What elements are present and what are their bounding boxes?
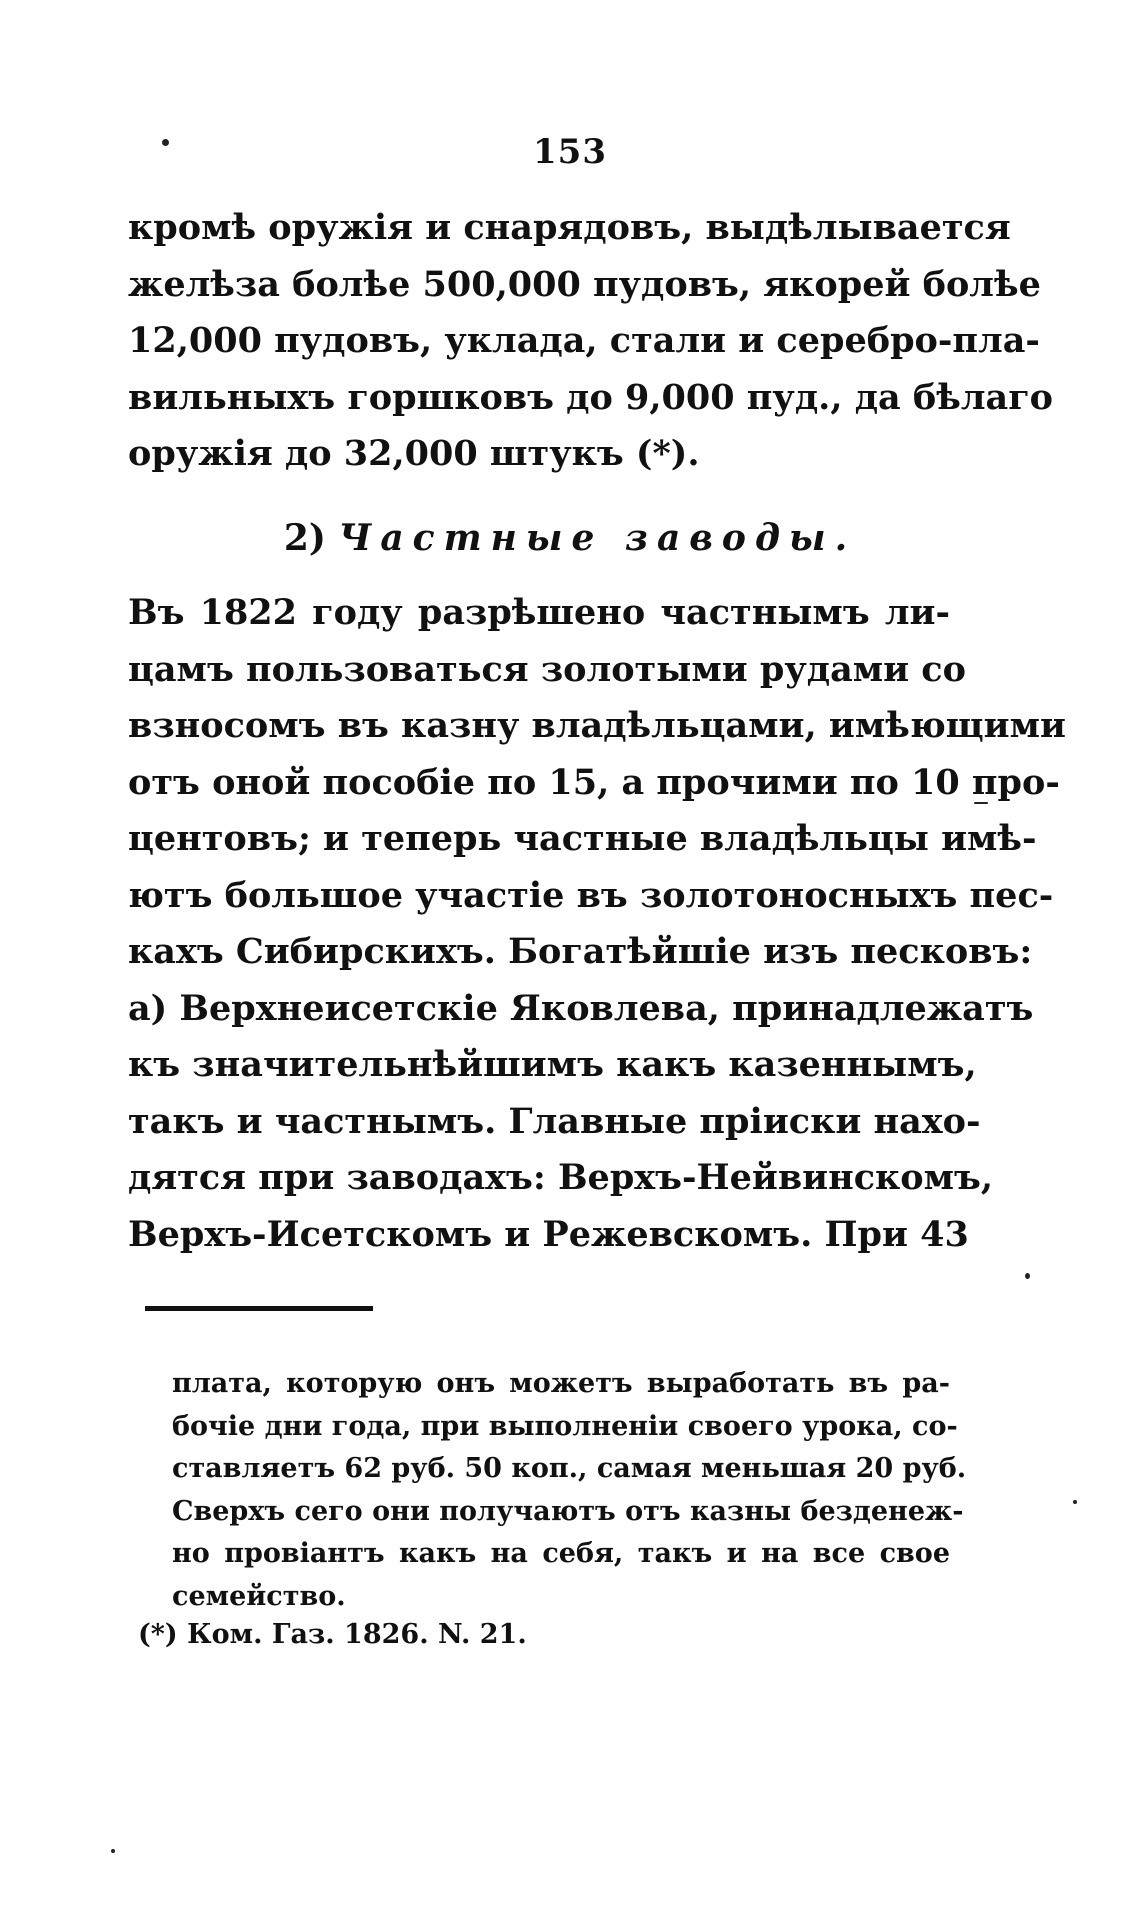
footnote-line: плата, которую онъ можетъ выработать въ ра-: [172, 1368, 950, 1399]
paragraph-private-factories: [128, 585, 1066, 1263]
text-line: вильныхъ горшковъ до 9,000 пуд., да бѣлаго: [128, 376, 1054, 418]
text-line: оружія до 32,000 штукъ (*).: [128, 433, 700, 474]
paragraph-iron-production: [128, 200, 1054, 483]
footnote-line: семейство.: [172, 1580, 346, 1612]
footnote-line: бочіе дни года, при выполненіи своего урока, со-: [172, 1410, 958, 1442]
print-speck: [162, 139, 169, 146]
text-line: такъ и частнымъ. Главные пріиски нахо-: [128, 1100, 981, 1142]
text-line: 12,000 пудовъ, уклада, стали и серебро-пла-: [128, 320, 1040, 361]
text-line: взносомъ въ казну владѣльцами, имѣющими: [128, 705, 1066, 746]
text-line: ютъ большое участіе въ золотоносныхъ пес-: [128, 874, 1054, 916]
footnote-line: ставляетъ 62 руб. 50 коп., самая меньшая 20 руб.: [172, 1453, 967, 1484]
print-speck: [111, 1849, 115, 1853]
text-line: Верхъ-Исетскомъ и Режевскомъ. При 43: [128, 1213, 969, 1255]
text-line: желѣза болѣе 500,000 пудовъ, якорей болѣе: [128, 263, 1041, 305]
text-line: къ значительнѣйшимъ какъ казеннымъ,: [128, 1044, 977, 1085]
footnote-line: но провіантъ какъ на себя, такъ и на все свое: [172, 1538, 950, 1569]
footnote-line: Сверхъ сего они получаютъ отъ казны безденеж-: [172, 1495, 964, 1527]
text-line: отъ оной пособіе по 15, а прочими по 10 про-: [128, 761, 1060, 803]
print-speck: [974, 802, 988, 804]
text-line: дятся при заводахъ: Верхъ-Нейвинскомъ,: [128, 1157, 994, 1198]
text-line: кромѣ оружія и снарядовъ, выдѣлывается: [128, 207, 1011, 248]
text-line: Въ 1822 году разрѣшено частнымъ ли-: [128, 592, 950, 633]
print-speck: [1025, 1273, 1030, 1279]
section-title: Частные заводы.: [338, 517, 857, 559]
text-line: кахъ Сибирскихъ. Богатѣйшіе изъ песковъ:: [128, 931, 1033, 972]
section-number: 2): [283, 517, 326, 559]
text-line: а) Верхнеисетскіе Яковлева, принадлежатъ: [128, 987, 1034, 1029]
page-number: 153: [533, 132, 607, 172]
text-line: центовъ; и теперь частные владѣльцы имѣ-: [128, 818, 1037, 859]
footnote-divider: [145, 1306, 373, 1311]
footnote-reference: (*) Ком. Газ. 1826. N. 21.: [138, 1619, 527, 1650]
section-heading: [0, 517, 1140, 559]
footnote-continuation: [172, 1363, 967, 1618]
print-speck: [1073, 1500, 1077, 1504]
text-line: цамъ пользоваться золотыми рудами со: [128, 648, 966, 690]
